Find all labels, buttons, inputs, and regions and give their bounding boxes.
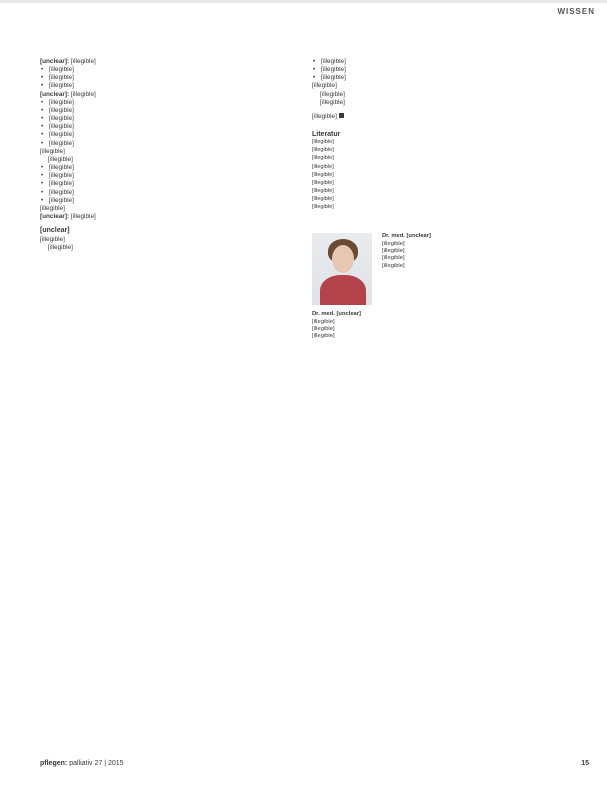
page-footer	[40, 760, 589, 772]
list-item: • [illegible]	[49, 172, 298, 180]
end-of-article-mark	[339, 113, 344, 118]
paragraph: [illegible]	[320, 90, 345, 98]
author-name: Dr. med. [unclear]	[382, 233, 431, 240]
paragraph	[40, 91, 298, 99]
paragraph	[40, 213, 298, 221]
literature-title: Literatur	[312, 131, 341, 139]
author-info	[382, 233, 566, 270]
bullet-list	[40, 99, 298, 148]
list-item: • [illegible]	[49, 140, 298, 148]
list-item: • [illegible]	[49, 197, 298, 205]
list-item: • [illegible]	[49, 180, 298, 188]
bullet-list	[40, 66, 298, 90]
list-item: • [illegible]	[49, 82, 298, 90]
paragraph: [illegible]	[40, 147, 65, 155]
section-heading: [unclear]	[40, 227, 70, 235]
author-line: [illegible]	[312, 333, 335, 340]
right-column	[312, 58, 566, 341]
author-line: [illegible]	[382, 262, 405, 269]
author-name: Dr. med. [unclear]	[312, 311, 361, 318]
paragraph: [illegible]	[320, 98, 345, 106]
literature-entry: [illegible]	[312, 204, 334, 210]
journal-info	[40, 760, 124, 768]
author-line: [illegible]	[382, 240, 405, 247]
author-box	[312, 233, 566, 297]
list-item: • [illegible]	[49, 189, 298, 197]
list-item: • [illegible]	[49, 123, 298, 131]
literature-entry: [illegible]	[312, 163, 334, 170]
paragraph-lead: [unclear]:	[40, 212, 70, 220]
list-item: • [illegible]	[49, 66, 298, 74]
journal-prefix: pflegen:	[40, 760, 68, 767]
author-box-2	[312, 311, 566, 341]
list-item: • [illegible]	[49, 74, 298, 82]
author-line: [illegible]	[382, 247, 405, 254]
literature-entry: [illegible]	[312, 139, 334, 146]
paragraph-text: [illegible]	[312, 112, 337, 120]
section-label: WISSEN	[557, 7, 595, 16]
literature-entry: [illegible]	[312, 195, 334, 202]
left-column	[40, 58, 298, 253]
paragraph-text: [illegible]	[70, 212, 96, 220]
literature-entry: [illegible]	[312, 147, 334, 154]
paragraph: [illegible]	[40, 204, 65, 212]
literature-list	[312, 139, 566, 211]
paragraph	[312, 113, 566, 121]
top-rule	[0, 0, 607, 3]
paragraph-text: [illegible]	[70, 58, 96, 65]
list-item: • [illegible]	[49, 107, 298, 115]
author-line: [illegible]	[382, 255, 405, 262]
paragraph: [illegible]	[48, 244, 73, 252]
bullet-list	[40, 164, 298, 205]
author-photo	[312, 233, 372, 305]
page-number: 15	[581, 760, 589, 767]
list-item: • [illegible]	[49, 131, 298, 139]
literature-entry: [illegible]	[312, 179, 334, 186]
paragraph: [illegible]	[48, 155, 73, 163]
list-item: • [illegible]	[49, 164, 298, 172]
author-line: [illegible]	[312, 325, 335, 332]
list-item: • [illegible]	[49, 115, 298, 123]
literature-entry: [illegible]	[312, 155, 334, 162]
paragraph: [illegible]	[40, 236, 65, 244]
journal-issue: palliativ 27 | 2015	[69, 760, 124, 767]
literature-entry: [illegible]	[312, 187, 334, 194]
list-item: • [illegible]	[321, 66, 566, 74]
author-line: [illegible]	[312, 318, 335, 325]
literature-entry: [illegible]	[312, 171, 334, 178]
paragraph-text: [illegible]	[70, 90, 96, 98]
list-item: • [illegible]	[321, 58, 566, 66]
list-item: • [illegible]	[321, 74, 566, 82]
paragraph	[40, 58, 298, 66]
bullet-list	[312, 58, 566, 82]
paragraph-lead: [unclear]:	[40, 90, 70, 98]
paragraph-lead: [unclear]:	[40, 58, 70, 65]
paragraph: [illegible]	[312, 82, 337, 90]
list-item: • [illegible]	[49, 99, 298, 107]
